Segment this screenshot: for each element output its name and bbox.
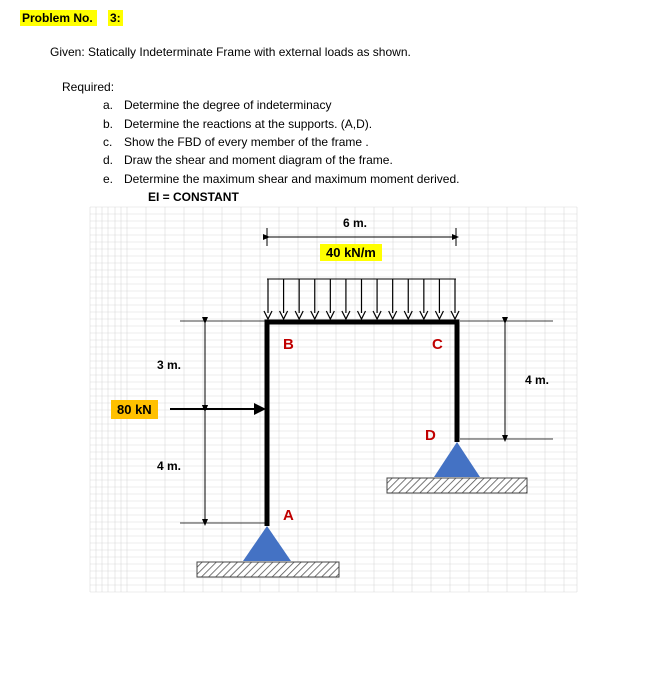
required-item-label: c.: [103, 135, 113, 149]
support-a: [243, 526, 291, 561]
required-item-label: d.: [103, 153, 114, 167]
required-item-text: Determine the reactions at the supports. (A,D).: [124, 117, 373, 131]
given-statement: Given: Statically Indeterminate Frame with external loads as shown.: [50, 45, 411, 59]
required-item-label: a.: [103, 98, 114, 112]
left-lower-dimension-label: 4 m.: [157, 459, 182, 473]
problem-label: Problem No.: [20, 10, 97, 26]
span-label: 6 m.: [343, 216, 368, 230]
udl-arrows: [264, 279, 459, 319]
required-item-label: e.: [103, 172, 114, 186]
problem-number: 3:: [110, 11, 121, 25]
required-item-text: Determine the maximum shear and maximum moment derived.: [124, 172, 460, 186]
left-upper-dimension-label: 3 m.: [157, 358, 182, 372]
ground-a: [197, 562, 339, 577]
udl-label: 40 kN/m: [320, 244, 382, 261]
required-item-text: Determine the degree of indeterminacy: [124, 98, 332, 112]
node-label-d: D: [425, 427, 436, 444]
node-label-b: B: [283, 336, 294, 353]
support-d: [434, 442, 480, 477]
required-item-text: Draw the shear and moment diagram of the frame.: [124, 153, 393, 167]
right-dimension-label: 4 m.: [525, 373, 550, 387]
required-heading: Required:: [62, 80, 115, 94]
ei-constant-note: EI = CONSTANT: [148, 190, 239, 204]
node-label-c: C: [432, 336, 443, 353]
point-load-label: 80 kN: [111, 400, 158, 419]
ground-d: [387, 478, 527, 493]
background-grid: [90, 207, 577, 592]
node-label-a: A: [283, 507, 294, 524]
required-item-label: b.: [103, 117, 114, 131]
required-item-text: Show the FBD of every member of the frame .: [124, 135, 369, 149]
